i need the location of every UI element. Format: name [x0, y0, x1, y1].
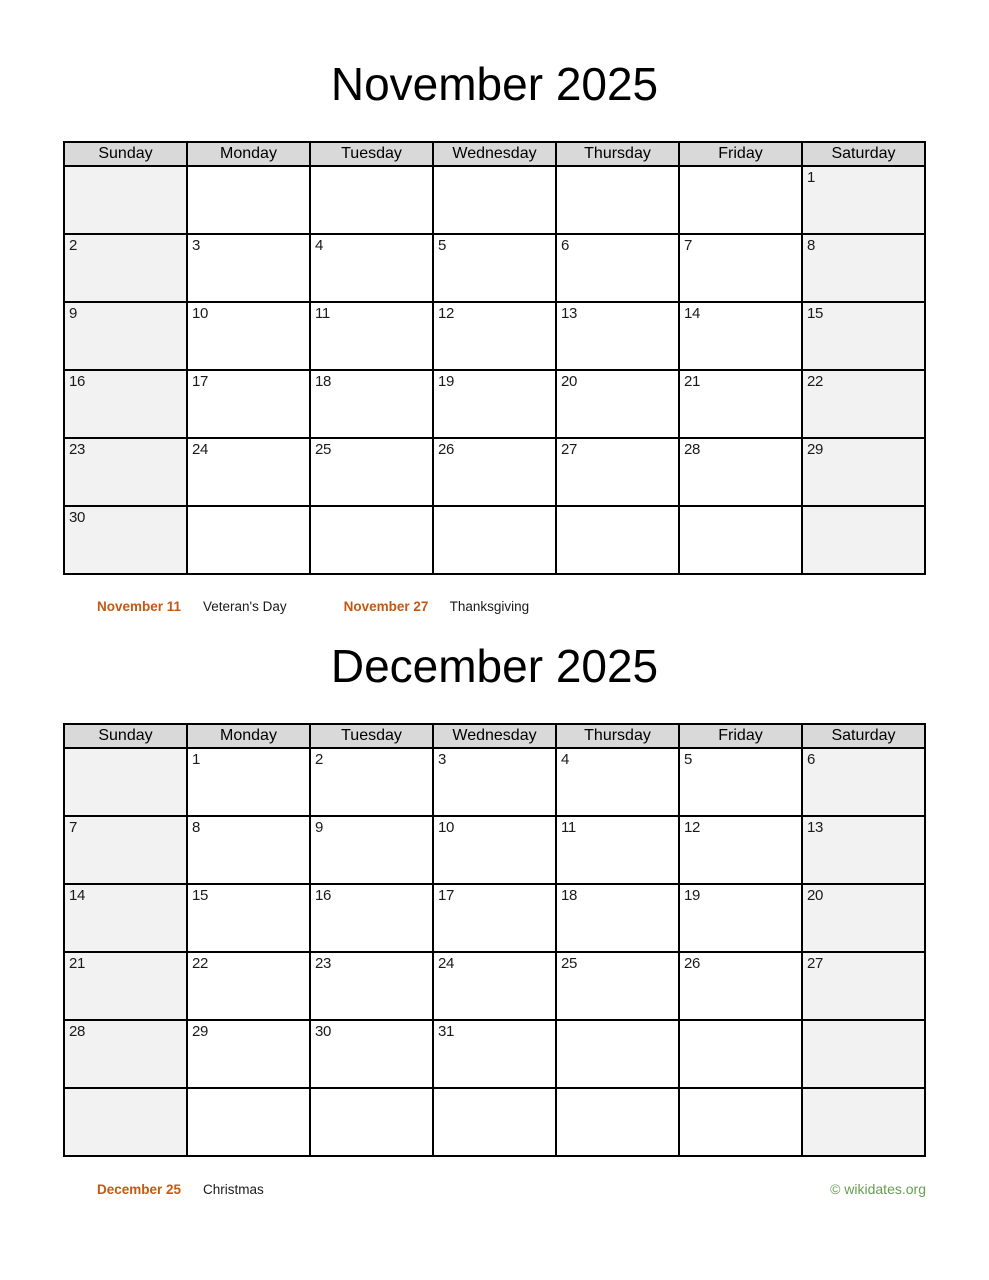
day-number: 4: [315, 237, 324, 254]
week-row: [64, 370, 925, 438]
day-cell: [64, 748, 187, 816]
holiday-name: Thanksgiving: [449, 599, 530, 614]
day-number: 24: [438, 955, 455, 972]
day-number: 8: [192, 819, 201, 836]
day-cell: [310, 506, 433, 574]
day-cell: [310, 166, 433, 234]
day-cell: [556, 302, 679, 370]
day-header-thursday: Thursday: [556, 724, 679, 748]
day-cell: [310, 816, 433, 884]
day-number: 5: [684, 751, 693, 768]
day-cell: [310, 952, 433, 1020]
holiday-name: Veteran's Day: [203, 599, 287, 614]
day-number: 19: [438, 373, 455, 390]
holiday-row: [63, 599, 926, 614]
month-title: November 2025: [330, 58, 659, 110]
day-cell: [310, 438, 433, 506]
day-cell: [187, 1020, 310, 1088]
day-number: 26: [684, 955, 701, 972]
day-cell: [802, 438, 925, 506]
holiday-item: [97, 1182, 264, 1197]
week-row: [64, 1020, 925, 1088]
week-row: [64, 438, 925, 506]
day-cell: [556, 748, 679, 816]
day-cell: [187, 748, 310, 816]
day-cell: [64, 506, 187, 574]
week-row: [64, 302, 925, 370]
day-cell: [310, 234, 433, 302]
day-cell: [802, 1020, 925, 1088]
day-cell: [679, 816, 802, 884]
day-cell: [433, 748, 556, 816]
day-cell: [433, 234, 556, 302]
day-cell: [679, 234, 802, 302]
day-header-saturday: Saturday: [802, 142, 925, 166]
day-cell: [433, 884, 556, 952]
day-cell: [679, 370, 802, 438]
copyright-link[interactable]: © wikidates.org: [830, 1181, 926, 1197]
week-row: [64, 234, 925, 302]
holiday-list: [97, 1182, 321, 1197]
day-cell: [679, 438, 802, 506]
day-cell: [556, 1088, 679, 1156]
day-number: 12: [684, 819, 701, 836]
day-number: 27: [807, 955, 824, 972]
day-number: 21: [69, 955, 86, 972]
day-cell: [310, 748, 433, 816]
day-number: 17: [192, 373, 209, 390]
day-number: 28: [69, 1023, 86, 1040]
day-cell: [556, 370, 679, 438]
day-cell: [679, 748, 802, 816]
day-cell: [187, 884, 310, 952]
day-cell: [556, 816, 679, 884]
day-cell: [556, 884, 679, 952]
day-number: 18: [561, 887, 578, 904]
day-cell: [802, 302, 925, 370]
day-number: 17: [438, 887, 455, 904]
day-cell: [64, 1088, 187, 1156]
day-cell: [433, 952, 556, 1020]
holiday-date: November 11: [97, 599, 182, 614]
month-title: December 2025: [330, 640, 659, 692]
day-cell: [556, 506, 679, 574]
day-cell: [64, 166, 187, 234]
holiday-row: [63, 1181, 926, 1197]
day-header-tuesday: Tuesday: [310, 724, 433, 748]
holiday-date: December 25: [97, 1182, 182, 1197]
day-number: 10: [192, 305, 209, 322]
holiday-list: [97, 599, 586, 614]
day-cell: [679, 1020, 802, 1088]
day-number: 10: [438, 819, 455, 836]
day-header-wednesday: Wednesday: [433, 142, 556, 166]
day-number: 26: [438, 441, 455, 458]
day-cell: [679, 952, 802, 1020]
day-number: 23: [69, 441, 86, 458]
day-number: 30: [315, 1023, 332, 1040]
day-cell: [802, 884, 925, 952]
day-cell: [310, 884, 433, 952]
day-header-sunday: Sunday: [64, 724, 187, 748]
month-section: [0, 636, 989, 1197]
day-cell: [556, 166, 679, 234]
day-cell: [802, 370, 925, 438]
day-number: 25: [315, 441, 332, 458]
day-number: 2: [315, 751, 324, 768]
day-cell: [802, 506, 925, 574]
day-number: 15: [192, 887, 209, 904]
day-cell: [556, 234, 679, 302]
day-header-row: [64, 142, 925, 166]
day-cell: [433, 302, 556, 370]
day-cell: [64, 234, 187, 302]
day-number: 3: [192, 237, 201, 254]
day-number: 8: [807, 237, 816, 254]
day-number: 7: [684, 237, 693, 254]
holiday-item: [344, 599, 530, 614]
day-cell: [187, 506, 310, 574]
day-number: 16: [315, 887, 332, 904]
day-header-monday: Monday: [187, 724, 310, 748]
day-cell: [64, 302, 187, 370]
day-cell: [679, 884, 802, 952]
day-cell: [802, 952, 925, 1020]
months-container: [0, 54, 989, 1197]
day-number: 2: [69, 237, 78, 254]
day-cell: [679, 302, 802, 370]
day-cell: [433, 506, 556, 574]
day-number: 16: [69, 373, 86, 390]
day-number: 7: [69, 819, 78, 836]
day-number: 11: [561, 819, 576, 836]
day-cell: [187, 816, 310, 884]
day-number: 15: [807, 305, 824, 322]
day-cell: [679, 166, 802, 234]
day-cell: [433, 1020, 556, 1088]
day-cell: [802, 1088, 925, 1156]
day-cell: [187, 952, 310, 1020]
day-header-friday: Friday: [679, 724, 802, 748]
day-header-sunday: Sunday: [64, 142, 187, 166]
day-number: 14: [684, 305, 701, 322]
day-number: 11: [315, 305, 330, 322]
day-number: 31: [438, 1023, 455, 1040]
day-number: 6: [561, 237, 570, 254]
day-number: 30: [69, 509, 86, 526]
day-number: 29: [807, 441, 824, 458]
day-cell: [556, 1020, 679, 1088]
day-header-friday: Friday: [679, 142, 802, 166]
day-cell: [433, 166, 556, 234]
day-number: 27: [561, 441, 578, 458]
day-cell: [187, 1088, 310, 1156]
day-number: 14: [69, 887, 86, 904]
day-cell: [802, 748, 925, 816]
day-cell: [310, 302, 433, 370]
day-cell: [556, 952, 679, 1020]
day-number: 1: [807, 169, 816, 186]
day-number: 13: [807, 819, 824, 836]
day-cell: [64, 952, 187, 1020]
day-cell: [64, 816, 187, 884]
day-cell: [433, 438, 556, 506]
day-number: 3: [438, 751, 447, 768]
day-number: 12: [438, 305, 455, 322]
day-number: 13: [561, 305, 578, 322]
day-cell: [679, 1088, 802, 1156]
holiday-name: Christmas: [203, 1182, 264, 1197]
day-cell: [310, 1020, 433, 1088]
week-row: [64, 1088, 925, 1156]
day-cell: [310, 1088, 433, 1156]
day-cell: [433, 370, 556, 438]
day-cell: [556, 438, 679, 506]
month-section: [0, 54, 989, 614]
week-row: [64, 952, 925, 1020]
day-cell: [64, 1020, 187, 1088]
day-header-thursday: Thursday: [556, 142, 679, 166]
day-cell: [433, 1088, 556, 1156]
holiday-item: [97, 599, 287, 614]
day-number: 20: [807, 887, 824, 904]
day-number: 22: [807, 373, 824, 390]
day-cell: [187, 370, 310, 438]
day-cell: [187, 166, 310, 234]
day-number: 9: [69, 305, 78, 322]
day-number: 9: [315, 819, 324, 836]
day-cell: [802, 166, 925, 234]
day-number: 20: [561, 373, 578, 390]
day-cell: [187, 438, 310, 506]
week-row: [64, 748, 925, 816]
day-number: 28: [684, 441, 701, 458]
day-number: 23: [315, 955, 332, 972]
week-row: [64, 506, 925, 574]
day-cell: [802, 816, 925, 884]
day-number: 25: [561, 955, 578, 972]
day-cell: [679, 506, 802, 574]
day-cell: [187, 234, 310, 302]
day-number: 5: [438, 237, 447, 254]
day-cell: [802, 234, 925, 302]
day-cell: [187, 302, 310, 370]
day-number: 6: [807, 751, 816, 768]
day-number: 21: [684, 373, 701, 390]
day-header-tuesday: Tuesday: [310, 142, 433, 166]
week-row: [64, 816, 925, 884]
day-cell: [310, 370, 433, 438]
holiday-date: November 27: [343, 599, 429, 614]
day-number: 24: [192, 441, 209, 458]
day-number: 22: [192, 955, 209, 972]
day-number: 18: [315, 373, 332, 390]
day-number: 19: [684, 887, 701, 904]
week-row: [64, 884, 925, 952]
day-number: 29: [192, 1023, 209, 1040]
day-header-row: [64, 724, 925, 748]
week-row: [64, 166, 925, 234]
calendar-grid: [63, 723, 926, 1157]
day-header-wednesday: Wednesday: [433, 724, 556, 748]
day-cell: [433, 816, 556, 884]
day-cell: [64, 884, 187, 952]
day-cell: [64, 438, 187, 506]
day-cell: [64, 370, 187, 438]
day-number: 4: [561, 751, 570, 768]
day-number: 1: [192, 751, 201, 768]
calendar-grid: [63, 141, 926, 575]
day-header-monday: Monday: [187, 142, 310, 166]
day-header-saturday: Saturday: [802, 724, 925, 748]
